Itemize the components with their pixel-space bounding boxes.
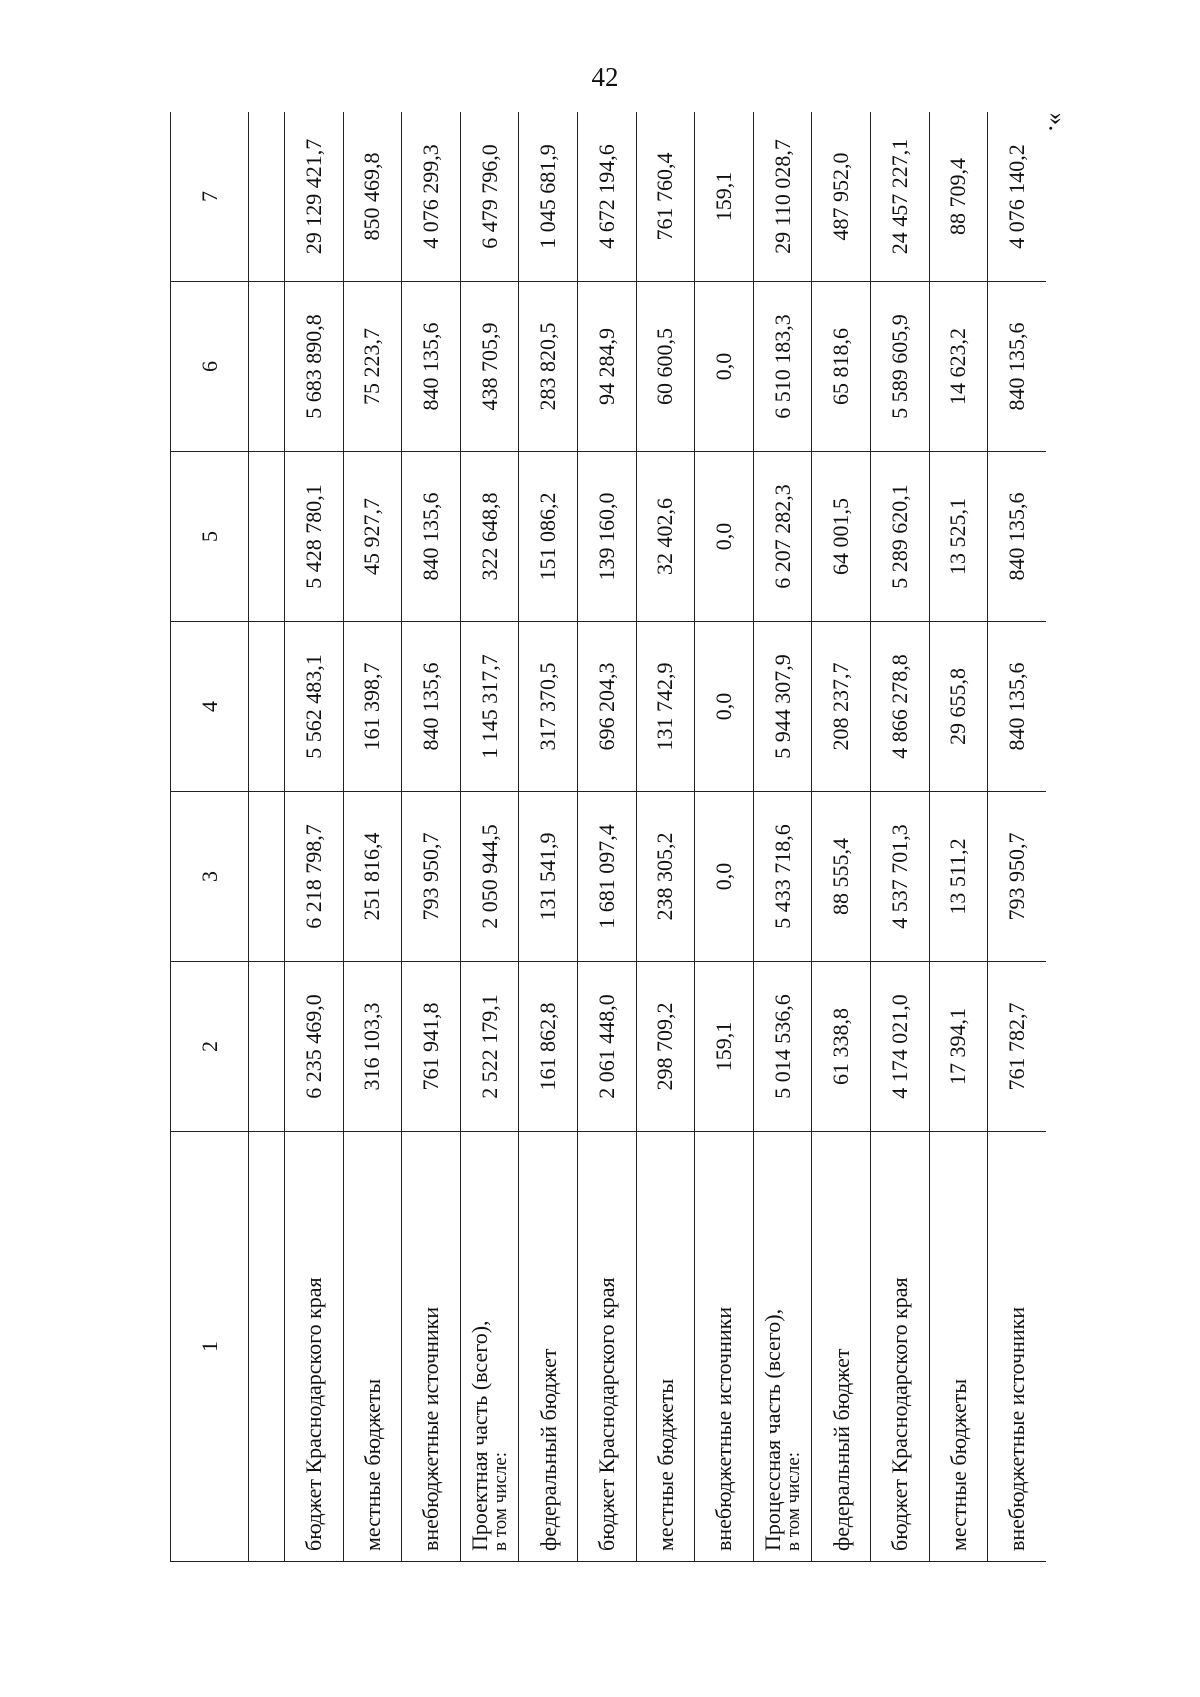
value-cell: 850 469,8 <box>343 112 402 282</box>
value-cell: 316 103,3 <box>343 962 402 1132</box>
row-label: бюджет Краснодарского края <box>301 1277 327 1551</box>
table-header-row <box>171 112 249 1562</box>
value-cell: 5 562 483,1 <box>285 622 344 792</box>
column-header: 3 <box>171 792 249 962</box>
column-header: 6 <box>171 282 249 452</box>
table-row <box>929 112 988 1562</box>
value-cell: 161 398,7 <box>343 622 402 792</box>
row-label: местные бюджеты <box>945 1378 971 1551</box>
value-cell: 5 433 718,6 <box>753 792 812 962</box>
value-cell: 438 705,9 <box>460 282 519 452</box>
value-cell: 696 204,3 <box>577 622 636 792</box>
value-cell: 94 284,9 <box>577 282 636 452</box>
value-cell: 45 927,7 <box>343 452 402 622</box>
table-row <box>753 112 812 1562</box>
value-cell: 761 782,7 <box>988 962 1046 1132</box>
value-cell: 14 623,2 <box>929 282 988 452</box>
value-cell: 6 207 282,3 <box>753 452 812 622</box>
row-label: федеральный бюджет <box>828 1348 854 1551</box>
value-cell: 0,0 <box>695 622 754 792</box>
table-row <box>695 112 754 1562</box>
value-cell: 151 086,2 <box>519 452 578 622</box>
row-label-cell <box>929 1132 988 1562</box>
table-row <box>988 112 1046 1562</box>
value-cell: 840 135,6 <box>988 452 1046 622</box>
table-row <box>519 112 578 1562</box>
value-cell: 159,1 <box>695 112 754 282</box>
value-cell: 5 289 620,1 <box>870 452 929 622</box>
value-cell: 0,0 <box>695 282 754 452</box>
value-cell: 840 135,6 <box>402 282 461 452</box>
table-spacer-row <box>249 112 285 1562</box>
value-cell: 761 760,4 <box>636 112 695 282</box>
row-label: Проектная часть (всего), <box>467 1320 493 1551</box>
closing-quote-mark: ». <box>1043 112 1071 132</box>
value-cell: 29 110 028,7 <box>753 112 812 282</box>
value-cell: 4 174 021,0 <box>870 962 929 1132</box>
value-cell: 65 818,6 <box>812 282 871 452</box>
value-cell: 32 402,6 <box>636 452 695 622</box>
value-cell: 238 305,2 <box>636 792 695 962</box>
value-cell: 5 683 890,8 <box>285 282 344 452</box>
row-label-cell <box>695 1132 754 1562</box>
row-label-cell <box>285 1132 344 1562</box>
value-cell: 131 541,9 <box>519 792 578 962</box>
row-label-cell <box>577 1132 636 1562</box>
value-cell: 6 479 796,0 <box>460 112 519 282</box>
row-label-cell <box>812 1132 871 1562</box>
row-label: федеральный бюджет <box>535 1348 561 1551</box>
column-header: 1 <box>171 1132 249 1562</box>
value-cell: 139 160,0 <box>577 452 636 622</box>
value-cell: 5 589 605,9 <box>870 282 929 452</box>
value-cell: 13 525,1 <box>929 452 988 622</box>
value-cell: 131 742,9 <box>636 622 695 792</box>
row-label-cell <box>343 1132 402 1562</box>
value-cell: 761 941,8 <box>402 962 461 1132</box>
value-cell: 0,0 <box>695 452 754 622</box>
value-cell: 6 218 798,7 <box>285 792 344 962</box>
value-cell: 29 655,8 <box>929 622 988 792</box>
value-cell: 161 862,8 <box>519 962 578 1132</box>
value-cell: 29 129 421,7 <box>285 112 344 282</box>
table-row <box>343 112 402 1562</box>
value-cell: 5 428 780,1 <box>285 452 344 622</box>
value-cell: 298 709,2 <box>636 962 695 1132</box>
value-cell: 4 076 140,2 <box>988 112 1046 282</box>
table-row <box>460 112 519 1562</box>
row-label: местные бюджеты <box>359 1378 385 1551</box>
value-cell: 2 522 179,1 <box>460 962 519 1132</box>
value-cell: 88 555,4 <box>812 792 871 962</box>
value-cell: 4 866 278,8 <box>870 622 929 792</box>
value-cell: 61 338,8 <box>812 962 871 1132</box>
value-cell: 6 235 469,0 <box>285 962 344 1132</box>
value-cell: 0,0 <box>695 792 754 962</box>
column-header: 4 <box>171 622 249 792</box>
row-label-cell <box>460 1132 519 1562</box>
value-cell: 4 076 299,3 <box>402 112 461 282</box>
value-cell: 840 135,6 <box>988 282 1046 452</box>
value-cell: 24 457 227,1 <box>870 112 929 282</box>
table-row <box>577 112 636 1562</box>
value-cell: 322 648,8 <box>460 452 519 622</box>
value-cell: 793 950,7 <box>988 792 1046 962</box>
value-cell: 793 950,7 <box>402 792 461 962</box>
row-label: внебюджетные источники <box>1004 1306 1030 1551</box>
row-sublabel: в том числе: <box>783 1451 805 1551</box>
table-row <box>636 112 695 1562</box>
row-sublabel: в том числе: <box>490 1451 512 1551</box>
value-cell: 13 511,2 <box>929 792 988 962</box>
value-cell: 5 944 307,9 <box>753 622 812 792</box>
value-cell: 2 061 448,0 <box>577 962 636 1132</box>
value-cell: 4 537 701,3 <box>870 792 929 962</box>
page-number: 42 <box>591 62 619 92</box>
value-cell: 75 223,7 <box>343 282 402 452</box>
value-cell: 840 135,6 <box>988 622 1046 792</box>
row-label-cell <box>870 1132 929 1562</box>
row-label: внебюджетные источники <box>418 1306 444 1551</box>
row-label-cell <box>753 1132 812 1562</box>
table-row <box>812 112 871 1562</box>
row-label: местные бюджеты <box>652 1378 678 1551</box>
value-cell: 64 001,5 <box>812 452 871 622</box>
value-cell: 17 394,1 <box>929 962 988 1132</box>
row-label: бюджет Краснодарского края <box>887 1277 913 1551</box>
value-cell: 1 145 317,7 <box>460 622 519 792</box>
value-cell: 1 681 097,4 <box>577 792 636 962</box>
value-cell: 1 045 681,9 <box>519 112 578 282</box>
value-cell: 88 709,4 <box>929 112 988 282</box>
value-cell: 840 135,6 <box>402 452 461 622</box>
value-cell: 6 510 183,3 <box>753 282 812 452</box>
row-label-cell <box>402 1132 461 1562</box>
row-label: Процессная часть (всего), <box>760 1308 786 1551</box>
budget-table <box>170 112 1046 1562</box>
table-row <box>402 112 461 1562</box>
column-header: 2 <box>171 962 249 1132</box>
table-row <box>870 112 929 1562</box>
value-cell: 487 952,0 <box>812 112 871 282</box>
value-cell: 317 370,5 <box>519 622 578 792</box>
value-cell: 840 135,6 <box>402 622 461 792</box>
column-header: 7 <box>171 112 249 282</box>
value-cell: 4 672 194,6 <box>577 112 636 282</box>
value-cell: 2 050 944,5 <box>460 792 519 962</box>
value-cell: 208 237,7 <box>812 622 871 792</box>
column-header: 5 <box>171 452 249 622</box>
value-cell: 251 816,4 <box>343 792 402 962</box>
budget-table-container <box>170 112 1046 1562</box>
row-label: бюджет Краснодарского края <box>594 1277 620 1551</box>
value-cell: 5 014 536,6 <box>753 962 812 1132</box>
row-label: внебюджетные источники <box>711 1306 737 1551</box>
table-row <box>285 112 344 1562</box>
value-cell: 60 600,5 <box>636 282 695 452</box>
row-label-cell <box>636 1132 695 1562</box>
value-cell: 159,1 <box>695 962 754 1132</box>
value-cell: 283 820,5 <box>519 282 578 452</box>
row-label-cell <box>988 1132 1046 1562</box>
row-label-cell <box>519 1132 578 1562</box>
